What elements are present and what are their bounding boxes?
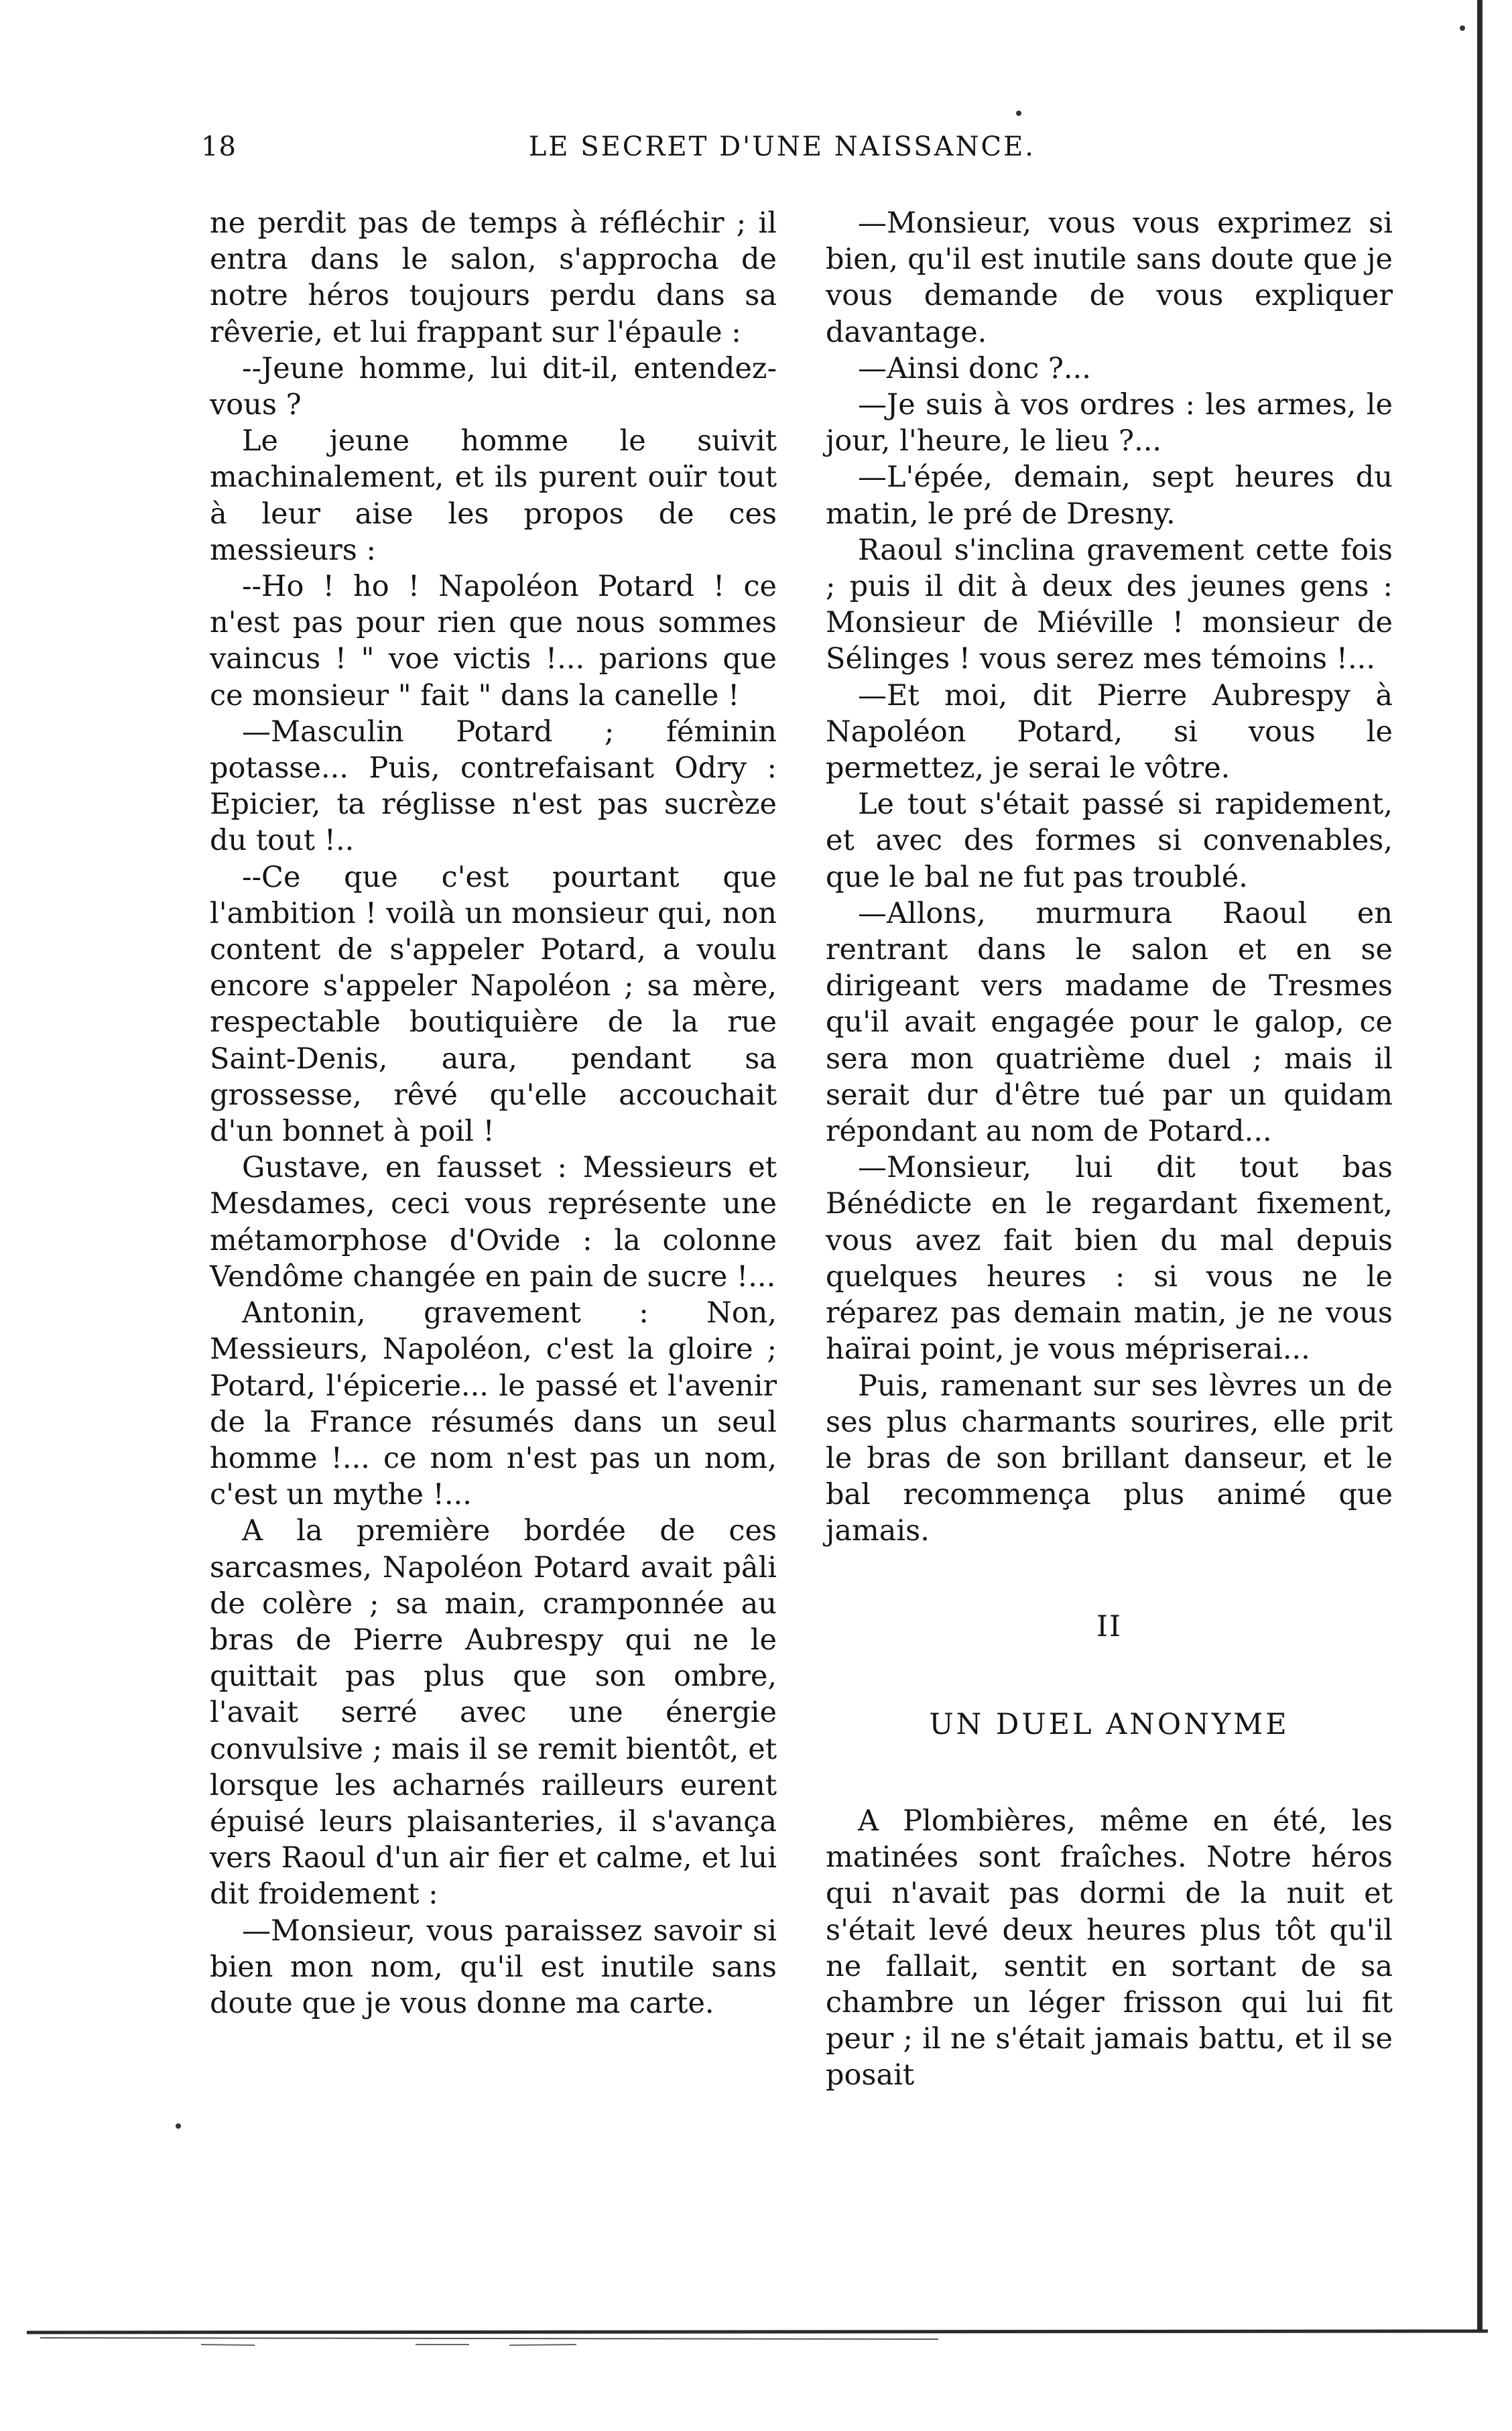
paragraph: Le tout s'était passé si rapidement, et avec des formes si convenables, que le bal ne fut pas troublé. — [826, 788, 1393, 894]
paragraph: —Masculin Potard ; féminin potasse... Puis, contrefaisant Odry : Epicier, ta réglisse n'est pas sucrèze du tout !.. — [210, 714, 777, 858]
running-header — [201, 131, 1035, 172]
edge-speck — [1016, 111, 1021, 116]
right-column — [826, 205, 1393, 2094]
paragraph: Gustave, en fausset : Messieurs et Mesdames, ceci vous représente une métamorphose d'Ovide : la colonne Vendôme changée en pain de sucre !... — [210, 1151, 777, 1294]
paragraph: ne perdit pas de temps à réfléchir ; il entra dans le salon, s'approcha de notre héros toujours perdu dans sa rêverie, et lui frappant sur l'épaule : — [210, 206, 777, 349]
edge-speck — [176, 2123, 181, 2129]
paragraph: A Plombières, même en été, les matinées sont fraîches. Notre héros qui n'avait pas dormi de la nuit et s'était levé deux heures plus tôt qu'il ne fallait, sentit en sortant de sa chambre un léger frisson qui lui fit peur ; il ne s'était jamais battu, et il se posait — [826, 1804, 1393, 2093]
paragraph: —Monsieur, lui dit tout bas Bénédicte en le regardant fixement, vous avez fait bien du mal depuis quelques heures : si vous ne le réparez pas demain matin, je ne vous haïrai point, je vous mépriserai... — [826, 1151, 1393, 1367]
bottom-page-edge — [0, 2324, 1512, 2351]
paragraph: —Monsieur, vous paraissez savoir si bien mon nom, qu'il est inutile sans doute que je vous donne ma carte. — [210, 1914, 777, 2020]
page-edge-line — [1477, 0, 1483, 2332]
paragraph: --Ce que c'est pourtant que l'ambition ! voilà un monsieur qui, non content de s'appeler Potard, a voulu encore s'appeler Napoléon ; sa mère, respectable boutiquière de la rue Saint-Denis, aura, pendant sa grossesse, rêvé qu'elle accouchait d'un bonnet à poil ! — [210, 860, 777, 1149]
chapter-title: UN DUEL ANONYME — [929, 1707, 1289, 1741]
paragraph: —Et moi, dit Pierre Aubrespy à Napoléon Potard, si vous le permettez, je serai le vôtre. — [826, 678, 1393, 786]
paragraph: Raoul s'inclina gravement cette fois ; puis il dit à deux des jeunes gens : Monsieur de Miéville ! monsieur de Sélinges ! vous serez mes témoins !... — [826, 533, 1393, 676]
paragraph: A la première bordée de ces sarcasmes, Napoléon Potard avait pâli de colère ; sa main, cramponnée au bras de Pierre Aubrespy qui ne le quittait pas plus que son ombre, l'avait serré avec une énergie convulsive ; mais il se remit bientôt, et lorsque les acharnés railleurs eurent épuisé leurs plaisanteries, il s'avança vers Raoul d'un air fier et calme, et lui dit froidement : — [210, 1514, 777, 1912]
edge-speck — [1460, 25, 1465, 31]
paragraph: —L'épée, demain, sept heures du matin, le pré de Dresny. — [826, 460, 1393, 531]
paragraph: Antonin, gravement : Non, Messieurs, Napoléon, c'est la gloire ; Potard, l'épicerie... le passé et l'avenir de la France résumés dans un seul homme !... ce nom n'est pas un nom, c'est un mythe !... — [210, 1296, 777, 1512]
running-title: LE SECRET D'UNE NAISSANCE. — [528, 131, 1035, 162]
paragraph: —Monsieur, vous vous exprimez si bien, qu'il est inutile sans doute que je vous demande de vous expliquer davantage. — [826, 206, 1393, 349]
paragraph: --Jeune homme, lui dit-il, entendez-vous ? — [210, 351, 777, 422]
page-number: 18 — [201, 131, 237, 162]
paragraph: Le jeune homme le suivit machinalement, et ils purent ouïr tout à leur aise les propos de ces messieurs : — [210, 424, 777, 567]
paragraph: —Ainsi donc ?... — [858, 351, 1091, 385]
paragraph: Puis, ramenant sur ses lèvres un de ses plus charmants sourires, elle prit le bras de son brillant danseur, et le bal recommença plus animé que jamais. — [826, 1369, 1393, 1548]
chapter-number: II — [1096, 1609, 1122, 1643]
paragraph: —Je suis à vos ordres : les armes, le jour, l'heure, le lieu ?... — [826, 388, 1393, 458]
paragraph: --Ho ! ho ! Napoléon Potard ! ce n'est pas pour rien que nous sommes vaincus ! " voe victis !... parions que ce monsieur " fait " dans la canelle ! — [210, 570, 777, 712]
left-column — [210, 205, 777, 2021]
paragraph: —Allons, murmura Raoul en rentrant dans le salon et en se dirigeant vers madame de Tresmes qu'il avait engagée pour le galop, ce sera mon quatrième duel ; mais il serait dur d'être tué par un quidam répondant au nom de Potard... — [826, 896, 1393, 1149]
